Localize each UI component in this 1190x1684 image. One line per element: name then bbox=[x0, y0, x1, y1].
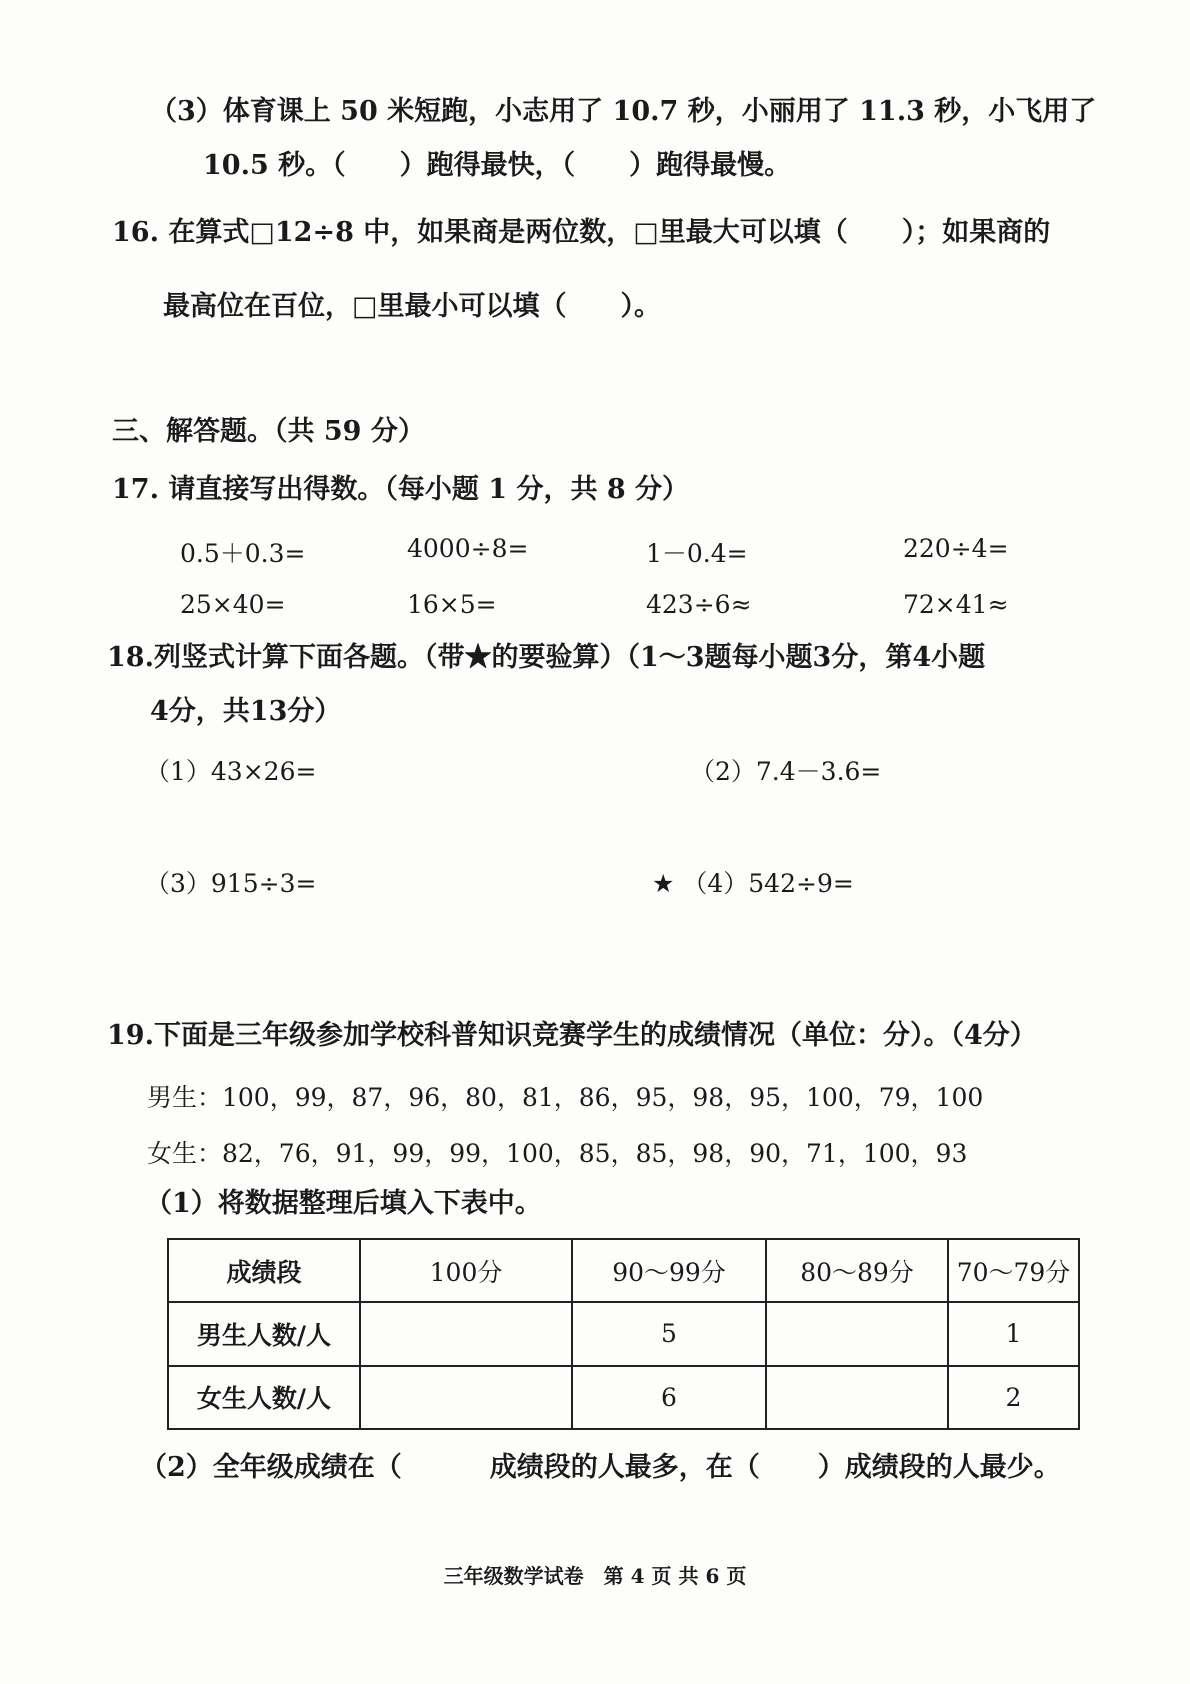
page-footer: 三年级数学试卷 第 4 页 共 6 页 bbox=[443, 1564, 747, 1588]
table-cell: 6 bbox=[572, 1366, 766, 1429]
q16-line2: 最高位在百位，□里最小可以填（ ）。 bbox=[163, 291, 662, 322]
q19-part2 bbox=[140, 1454, 1061, 1481]
q17-item-6: 16×5= bbox=[407, 590, 497, 619]
q19-boys-scores: 男生：100，99，87，96，80，81，86，95，98，95，100，79，100 bbox=[147, 1083, 984, 1112]
table-cell[interactable] bbox=[360, 1366, 572, 1429]
q19-girls-scores: 女生：82，76，91，99，99，100，85，85，98，90，71，100，93 bbox=[147, 1139, 968, 1168]
table-header-row bbox=[168, 1239, 1079, 1302]
q17-item-4: 220÷4= bbox=[903, 534, 1009, 563]
q18-item-3: （3）915÷3= bbox=[145, 869, 317, 898]
table-header-cell: 80～89分 bbox=[766, 1239, 948, 1302]
q19-part2-c: ）成绩段的人最少。 bbox=[817, 1452, 1061, 1483]
q17-item-7: 423÷6≈ bbox=[646, 590, 752, 619]
score-table bbox=[167, 1238, 1080, 1430]
table-row-label: 男生人数/人 bbox=[168, 1302, 360, 1365]
q17-item-3: 1－0.4= bbox=[646, 539, 748, 568]
q16-line1: 16. 在算式□12÷8 中，如果商是两位数，□里最大可以填（ ）；如果商的 bbox=[112, 217, 1051, 248]
q18-title-line2: 4分，共13分） bbox=[150, 696, 342, 727]
table-row bbox=[168, 1302, 1079, 1365]
q15-3-line1: （3）体育课上 50 米短跑，小志用了 10.7 秒，小丽用了 11.3 秒，小飞用了 bbox=[150, 96, 1097, 127]
table-cell: 5 bbox=[572, 1302, 766, 1365]
q19-part1: （1）将数据整理后填入下表中。 bbox=[145, 1188, 542, 1219]
q17-item-1: 0.5＋0.3= bbox=[180, 539, 306, 568]
table-header-cell: 100分 bbox=[360, 1239, 572, 1302]
table-cell[interactable] bbox=[766, 1366, 948, 1429]
table-row bbox=[168, 1366, 1079, 1429]
q15-3-line2: 10.5 秒。（ ）跑得最快，（ ）跑得最慢。 bbox=[203, 150, 792, 181]
q17-item-8: 72×41≈ bbox=[903, 590, 1009, 619]
q19-title: 19.下面是三年级参加学校科普知识竞赛学生的成绩情况（单位：分）。（4分） bbox=[107, 1020, 1037, 1051]
table-cell[interactable] bbox=[766, 1302, 948, 1365]
table-header-cell: 90～99分 bbox=[572, 1239, 766, 1302]
q17-item-2: 4000÷8= bbox=[407, 534, 529, 563]
table-row-label: 女生人数/人 bbox=[168, 1366, 360, 1429]
q19-part2-b: 成绩段的人最多，在（ bbox=[489, 1452, 760, 1483]
table-cell: 2 bbox=[948, 1366, 1079, 1429]
section3-title: 三、解答题。（共 59 分） bbox=[112, 416, 425, 447]
q17-title: 17. 请直接写出得数。（每小题 1 分，共 8 分） bbox=[112, 474, 690, 505]
q18-item-4-wrap bbox=[652, 864, 854, 900]
star-icon: ★ bbox=[652, 869, 675, 898]
q18-item-4: （4）542÷9= bbox=[682, 869, 854, 898]
q18-item-2: （2）7.4－3.6= bbox=[690, 757, 882, 786]
table-header-cell: 成绩段 bbox=[168, 1239, 360, 1302]
table-header-cell: 70～79分 bbox=[948, 1239, 1079, 1302]
q19-part2-a: （2）全年级成绩在（ bbox=[140, 1452, 402, 1483]
table-cell[interactable] bbox=[360, 1302, 572, 1365]
q18-title-line1: 18.列竖式计算下面各题。（带★的要验算）（1～3题每小题3分，第4小题 bbox=[107, 642, 986, 673]
q17-item-5: 25×40= bbox=[180, 590, 286, 619]
q18-item-1: （1）43×26= bbox=[145, 757, 317, 786]
table-cell: 1 bbox=[948, 1302, 1079, 1365]
